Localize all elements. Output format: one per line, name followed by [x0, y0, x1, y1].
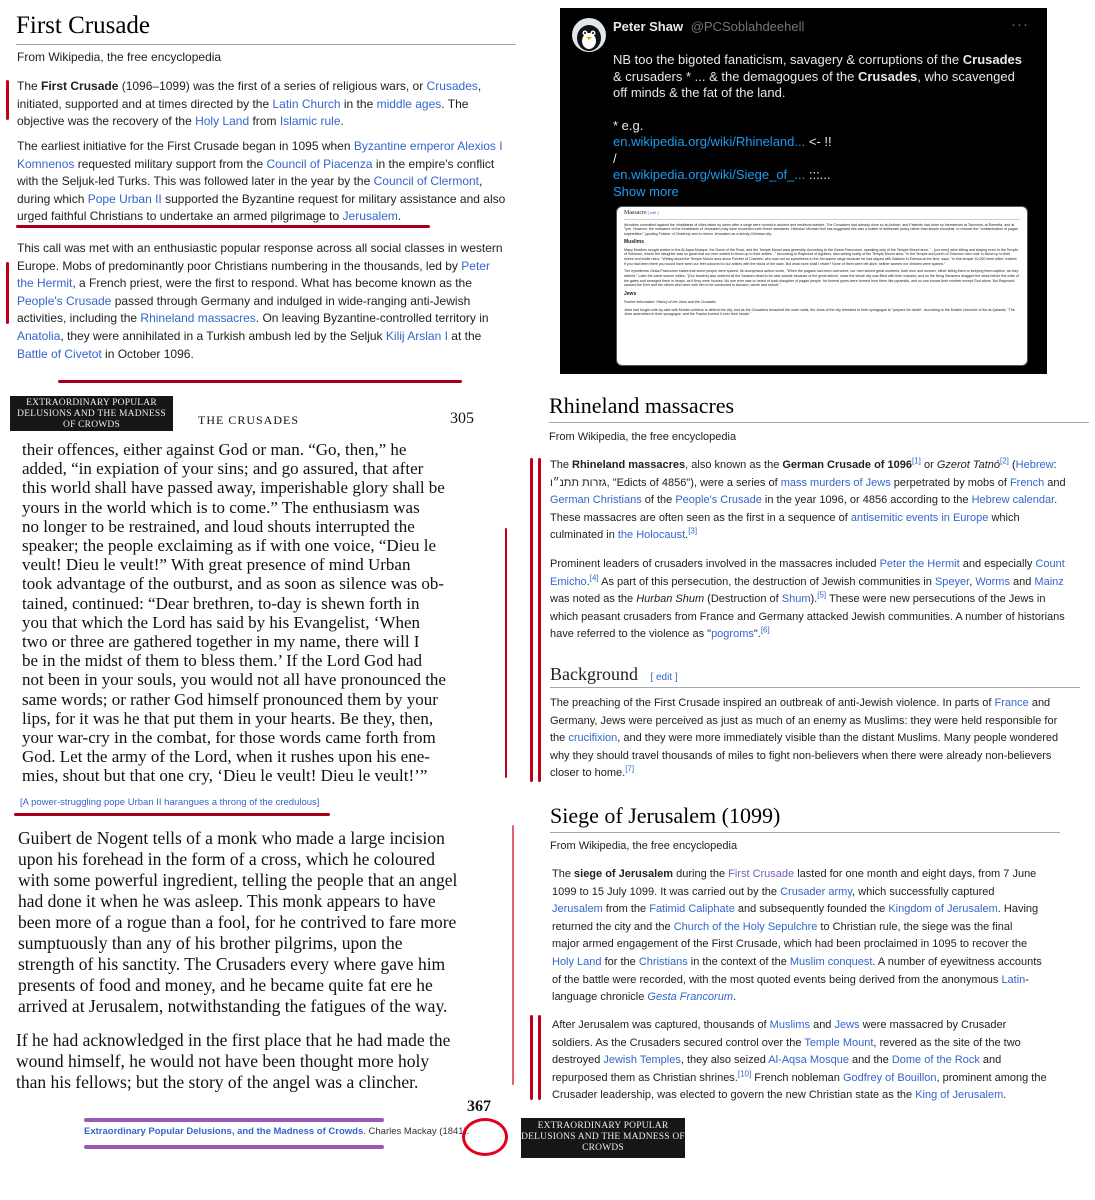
red-margin-mark: [530, 552, 533, 782]
show-more-link[interactable]: Show more: [613, 183, 679, 199]
book-line: If he had acknowledged in the first place that he had made the: [16, 1030, 451, 1050]
link-peoples-crusade[interactable]: People's Crusade: [675, 494, 762, 507]
rhineland-para-2: Prominent leaders of crusaders involved in the massacres included Peter the Hermit and especially Count Emicho.[4] As part of this persecution, the destruction of Jewish communities in Speyer, Worms and Mainz was noted as the Hurban Shum (Destruction of Shum).[5] These were new persecutions of the Jews in which peasant crusaders from France and Germany attacked Jewish communities. A number of historians have referred to the violence as "pogroms".[6]: [550, 558, 1065, 641]
book-line: be in the midst of them to bless them.’ If the Lord God had: [22, 651, 423, 671]
book-page-305: [18, 410, 503, 790]
book-caption: [A power-struggling pope Urban II harangues a throng of the credulous]: [20, 797, 320, 808]
tweet-body: NB too the bigoted fanaticism, savagery & corruptions of the Crusades & crusaders * ... & the demagogues of the Crusades, who scavenged off minds & the fat of the land. * e.g. en.wikipedia.org/wiki/Rhineland... <- !! / en.wikipedia.org/wiki/Siege_of_... :::... Show more: [613, 52, 1022, 199]
book-text-block: [22, 440, 502, 786]
link-anatolia[interactable]: Anatolia: [17, 328, 61, 343]
rhineland-title: Rhineland massacres: [549, 393, 1089, 423]
red-underline: [58, 380, 462, 383]
link-pope-urban[interactable]: Pope Urban II: [87, 191, 162, 206]
link-christians[interactable]: Christians: [638, 955, 688, 968]
link-peter-hermit[interactable]: Peter the Hermit: [879, 558, 960, 570]
link-peter-hermit[interactable]: Peter the Hermit: [17, 258, 490, 291]
first-crusade-subtitle: From Wikipedia, the free encyclopedia: [17, 50, 222, 64]
tweet-link-rhineland[interactable]: en.wikipedia.org/wiki/Rhineland...: [613, 134, 806, 149]
link-temple-mount[interactable]: Temple Mount: [804, 1036, 874, 1049]
link-al-aqsa[interactable]: Al-Aqsa Mosque: [768, 1054, 849, 1067]
link-france[interactable]: France: [994, 697, 1029, 709]
link-speyer[interactable]: Speyer: [934, 575, 970, 588]
book-line: your war-cry in the combat, for those words came forth from: [22, 728, 436, 748]
link-holocaust[interactable]: the Holocaust: [617, 529, 686, 542]
link-mackay-book[interactable]: Extraordinary Popular Delusions, and the Madness of Crowds: [84, 1126, 364, 1137]
background-heading: Background [ edit ]: [550, 664, 1080, 688]
book-line: tained, continued: “Dear brethren, to-day is shewn forth in: [22, 593, 420, 613]
book-line: God. Let the army of the Lord, when it rushes upon his ene-: [22, 747, 430, 767]
rhineland-para-1: The Rhineland massacres, also known as the German Crusade of 1096[1] or Gzerot Tatnó[2] (Hebrew: גזרות תתנ״ו, "Edicts of 4856"), were a series of mass murders of Jews perpetrated by mobs of French and German Christians of the People's Crusade in the year 1096, or 4856 according to the Hebrew calendar. These massacres are often seen as the first in a sequence of antisemitic events in Europe which culminated in the Holocaust.[3]: [550, 456, 1066, 542]
tweet-card[interactable]: [560, 8, 1047, 374]
siege-para-2: After Jerusalem was captured, thousands of Muslims and Jews were massacred by Crusader soldiers. As the Crusaders secured control over the Temple Mount, revered as the site of the two destroyed Jewish Temples, they also seized Al-Aqsa Mosque and the Dome of the Rock and repurposed them as Christian shrines.[10] French nobleman Godfrey of Bouillon, prominent among the Crusader leadership, was elected to govern the new Christian state as the King of Jerusalem.: [552, 1019, 1047, 1102]
link-latin[interactable]: Latin: [1001, 973, 1026, 986]
book-line: took advantage of the outburst, and as soon as silence was ob-: [22, 574, 445, 594]
author-name[interactable]: Peter Shaw: [613, 19, 684, 34]
avatar[interactable]: [572, 18, 606, 52]
embedded-wiki-screenshot[interactable]: Massacre [ edit ] Atrocities committed against the inhabitants of cities taken by storm after a siege were normal in ancient and medieval warfare. The Crusaders had already done so at Antioch, and Fatimids had done so themselves at Taormina, al-Rometta, and at Tyre. However, the massacre of the inhabitants of Jerusalem may have exceeded even these standards. Historian Michael Hull has suggested this was a matter of deliberate policy rather than simple bloodlust, to remove the "contamination of pagan superstition" (quoting Fulcher of Chartres) and to reform Jerusalem as a strictly Christian city. Muslims Many Muslims sought shelter in the Al-Aqsa Mosque, the Dome of the Rock, and the Temple Mount area generally. According to the Gesta Francorum, speaking only of the Temple Mount area, "...[our men] were killing and slaying even to the Temple of Solomon, where the slaughter was so great that our men waded in blood up to their ankles..." According to Raymond of Aguilers, also writing solely of the Temple Mount area, "in the Temple and porch of Solomon men rode in blood up to their knees and bridle reins." Writing about the Temple Mount area alone Fulcher of Chartres, who was not an eyewitness to the Jerusalem siege because he had stayed with Baldwin in Edessa at the time, says: "In this temple 10,000 were killed. Indeed, if you had been there you would have seen our feet coloured to our ankles with the blood of the slain. But what more shall I relate? None of them were left alive; neither women nor children were spared." The eyewitness Gesta Francorum states that some people were spared. Its anonymous author wrote, "When the pagans had been overcome, our men seized great numbers, both men and women, either killing them or keeping them captive, as they wished." Later the same source writes, "[Our leaders] also ordered all the Saracen dead to be cast outside because of the great stench, since the whole city was filled with their corpses; and so the living Saracens dragged the dead before the exits of the gates and arranged them in heaps, as if they were houses. No one ever saw or heard of such slaughter of pagan people, for funeral pyres were formed from them like pyramids, and no one knows their number except God alone. But Raymond caused the Emir and the others who were with him to be conducted to Ascalon, whole and unhurt." Jews Further information: History of the Jews and the Crusades Jews had fought side-by-side with Muslim soldiers to defend the city, and as the Crusaders breached the outer walls, the Jews of the city retreated to their synagogue to "prepare for death". According to the Muslim chronicle of Ibn al-Qalanisi, "The Jews assembled in their synagogue, and the Franks burned it over their heads.": [616, 206, 1028, 366]
book-line: their offences, either against God or man. “Go, then,” he: [22, 440, 407, 459]
first-crusade-para-1: The First Crusade (1096–1099) was the first of a series of religious wars, or Crusades, initiated, supported and at times directed by the Latin Church in the middle ages. The objective was the recovery of the Holy Land from Islamic rule.: [17, 79, 482, 129]
siege-para-1: The siege of Jerusalem during the First Crusade lasted for one month and eight days, from 7 June 1099 to 15 July 1099. It was carried out by the Crusader army, which successfully captured Jerusalem from the Fatimid Caliphate and subsequently founded the Kingdom of Jerusalem. Having returned the city and the Church of the Holy Sepulchre to Christian rule, the siege was the final major armed engagement of the First Crusade, which had been proclaimed in 1095 to recover the Holy Land for the Christians in the context of the Muslim conquest. A number of eyewitness accounts of the battle were recorded, with the most quoted events being derived from the anonymous Latin-language chronicle Gesta Francorum.: [552, 868, 1042, 1004]
book-line: added, “in expiation of your sins; and go assured, that after: [22, 459, 424, 479]
link-battle-civetot[interactable]: Battle of Civetot: [17, 346, 102, 361]
link-jerusalem[interactable]: Jerusalem: [342, 209, 398, 224]
book-title-badge: EXTRAORDINARY POPULAR DELUSIONS AND THE MADNESS OF CROWDS: [521, 1118, 685, 1158]
link-council-piacenza[interactable]: Council of Piacenza: [266, 156, 373, 171]
book-running-header: THE CRUSADES: [198, 413, 300, 427]
book-line: sumptuously than any of his brother pilgrims, upon the: [18, 933, 403, 953]
link-rhineland-massacres[interactable]: Rhineland massacres: [140, 311, 256, 326]
first-crusade-para-2: The earliest initiative for the First Crusade began in 1095 when Byzantine emperor Alexios I Komnenos requested military support from the Council of Piacenza in the empire's conflict with the Seljuk-led Turks. This was followed later in the year by the Council of Clermont, during which Pope Urban II supported the Byzantine request for military assistance and also urged faithful Christians to undertake an armed pilgrimage to Jerusalem.: [17, 139, 506, 224]
book-line: arrived at Jerusalem, notwithstanding the fatigues of the way.: [18, 996, 448, 1016]
link-dome-of-rock[interactable]: Dome of the Rock: [891, 1054, 980, 1067]
book-title-badge: EXTRAORDINARY POPULAR DELUSIONS AND THE MADNESS OF CROWDS: [10, 396, 173, 431]
red-margin-mark: [6, 262, 9, 324]
red-margin-mark: [6, 80, 9, 120]
book-line: no longer to be restrained, and loud shouts interrupted the: [22, 516, 415, 536]
book-line: two or three are gathered together in my name, there will I: [22, 632, 420, 652]
book-line: veult! Dieu le veult!” With great presence of mind Urban: [22, 555, 411, 575]
book-line: upon his forehead in the form of a cross, which he coloured: [18, 849, 435, 869]
link-latin-church[interactable]: Latin Church: [272, 96, 341, 111]
red-margin-mark: [505, 528, 507, 778]
link-muslims[interactable]: Muslims: [769, 1019, 811, 1031]
edit-link[interactable]: [ edit ]: [650, 672, 678, 683]
link-count-emicho[interactable]: Count Emicho: [550, 558, 1065, 588]
book-line: had done it when he was asleep. This monk appears to have: [18, 891, 436, 911]
book-line: yours in the world which is to come.” The enthusiasm was: [22, 497, 420, 517]
link-worms[interactable]: Worms: [975, 575, 1010, 588]
link-hebrew[interactable]: Hebrew: [1015, 459, 1054, 471]
link-hebrew-calendar[interactable]: Hebrew calendar: [971, 494, 1055, 507]
book-line: than his fellows; but the story of the angel was a clincher.: [16, 1072, 419, 1092]
link-crusades[interactable]: Crusades: [426, 79, 478, 93]
citation-year: 1841: [442, 1126, 464, 1137]
link-first-crusade[interactable]: First Crusade: [728, 868, 795, 880]
red-margin-mark: [530, 1015, 533, 1100]
link-peoples-crusade[interactable]: People's Crusade: [17, 293, 112, 308]
red-margin-mark: [538, 1015, 541, 1100]
tweet-link-siege[interactable]: en.wikipedia.org/wiki/Siege_of_...: [613, 167, 806, 182]
siege-subtitle: From Wikipedia, the free encyclopedia: [550, 840, 738, 852]
link-mass-murders[interactable]: mass murders of Jews: [780, 476, 891, 489]
link-german-christians[interactable]: German Christians: [550, 494, 642, 507]
red-margin-mark: [538, 552, 541, 782]
link-jerusalem[interactable]: Jerusalem: [552, 903, 603, 916]
purple-marker: [84, 1118, 384, 1122]
book-line: speaker; the people exclaiming as if with one voice, “Dieu le: [22, 536, 436, 556]
rhineland-article: [540, 385, 1090, 790]
more-options-icon[interactable]: ···: [1011, 16, 1029, 33]
siege-title: Siege of Jerusalem (1099): [550, 803, 1060, 833]
link-muslim-conquest[interactable]: Muslim conquest: [789, 955, 873, 968]
book-line: with some powerful ingredient, telling the people that an angel: [18, 870, 458, 890]
red-margin-mark: [538, 458, 541, 554]
link-godfrey[interactable]: Godfrey of Bouillon: [842, 1071, 937, 1084]
link-holy-sepulchre[interactable]: Church of the Holy Sepulchre: [673, 920, 818, 933]
link-kingdom-jerusalem[interactable]: Kingdom of Jerusalem: [888, 903, 998, 916]
book-text-block: [18, 828, 513, 1017]
author-handle[interactable]: @PCSoblahdeehell: [690, 19, 805, 34]
link-gesta-francorum[interactable]: Gesta Francorum: [647, 991, 733, 1004]
link-shum[interactable]: Shum: [781, 593, 811, 606]
rhineland-subtitle: From Wikipedia, the free encyclopedia: [549, 431, 737, 443]
purple-marker: [84, 1145, 384, 1149]
book-page-367: [12, 822, 512, 1122]
link-holy-land[interactable]: Holy Land: [195, 114, 250, 129]
link-antisemitic-events[interactable]: antisemitic events in Europe: [850, 511, 989, 524]
first-crusade-title: First Crusade: [16, 12, 516, 45]
link-middle-ages[interactable]: middle ages: [376, 96, 442, 111]
book-citation: Extraordinary Popular Delusions, and the Madness of Crowds. Charles Mackay (1841).: [84, 1126, 470, 1137]
book-line: lips, for it was he that put them in your hearts. Be they, then,: [22, 708, 434, 728]
link-french[interactable]: French: [1009, 476, 1045, 489]
first-crusade-para-3: This call was met with an enthusiastic popular response across all social classes in western Europe. Mobs of predominantly poor Christians numbering in the thousands, led by Peter the Hermit, a French priest, were the first to respond. What has become known as the People's Crusade passed through Germany and indulged in wide-ranging anti-Jewish activities, including the Rhineland massacres. On leaving Byzantine-controlled territory in Anatolia, they were annihilated in a Turkish ambush led by the Seljuk Kilij Arslan I at the Battle of Civetot in October 1096.: [17, 241, 503, 361]
book-text-block: [16, 1030, 511, 1093]
book-line: wound himself, he would not have been thought more holy: [16, 1051, 430, 1071]
book-page-number: 305: [450, 410, 474, 427]
link-king-jerusalem[interactable]: King of Jerusalem: [915, 1089, 1004, 1102]
red-margin-mark: [512, 825, 514, 1085]
link-kilij-arslan[interactable]: Kilij Arslan I: [385, 328, 448, 343]
book-line: not been in your souls, you would not all have pronounced the: [22, 670, 446, 690]
link-pogroms[interactable]: pogroms: [711, 628, 754, 641]
book-line: been more of a rogue than a fool, for he contrived to fare more: [18, 912, 457, 932]
book-page-number: 367: [467, 1098, 491, 1115]
book-line: same words; or rather God himself pronounced them by your: [22, 689, 438, 709]
background-para: The preaching of the First Crusade inspired an outbreak of anti-Jewish violence. In parts of France and Germany, Jews were perceived as just as much of an enemy as Muslims: they were held responsible for the crucifixion, and they were more immediately visible than the distant Muslims. Many people wondered why they should travel thousands of miles to fight non-believers when there were already non-believers closer to home.[7]: [550, 697, 1059, 780]
book-line: strength of his sanctity. The Crusaders every where gave him: [18, 954, 446, 974]
tweet-header: [613, 19, 804, 34]
first-crusade-article: [0, 0, 522, 380]
book-line: mies, shout but that one cry, ‘Dieu le veult! Dieu le veult!’”: [22, 766, 428, 786]
red-margin-mark: [530, 458, 533, 554]
book-line: this world shall have passed away, imperishable glory shall be: [22, 478, 445, 498]
red-underline: [16, 225, 430, 228]
link-islamic-rule[interactable]: Islamic rule: [279, 114, 341, 129]
link-fatimid[interactable]: Fatimid Caliphate: [649, 903, 735, 916]
siege-article: [540, 795, 1090, 1115]
link-crusader-army[interactable]: Crusader army: [780, 885, 853, 898]
link-council-clermont[interactable]: Council of Clermont: [373, 174, 479, 189]
link-byzantine-emperor[interactable]: Byzantine emperor Alexios I Komnenos: [17, 139, 503, 171]
link-jews[interactable]: Jews: [834, 1019, 860, 1031]
red-circle-annotation: [462, 1118, 508, 1156]
link-crucifixion[interactable]: crucifixion: [568, 732, 618, 745]
link-jewish-temples[interactable]: Jewish Temples: [603, 1054, 681, 1067]
penguin-avatar-icon: [572, 18, 606, 52]
book-line: Guibert de Nogent tells of a monk who made a large incision: [18, 828, 445, 848]
link-mainz[interactable]: Mainz: [1034, 575, 1064, 588]
book-line: you that which the Lord has said by his Evangelist, ‘When: [22, 612, 420, 632]
link-holy-land[interactable]: Holy Land: [552, 955, 602, 968]
book-line: presents of food and money, and he became quite fat ere he: [18, 975, 433, 995]
red-underline: [14, 813, 330, 816]
